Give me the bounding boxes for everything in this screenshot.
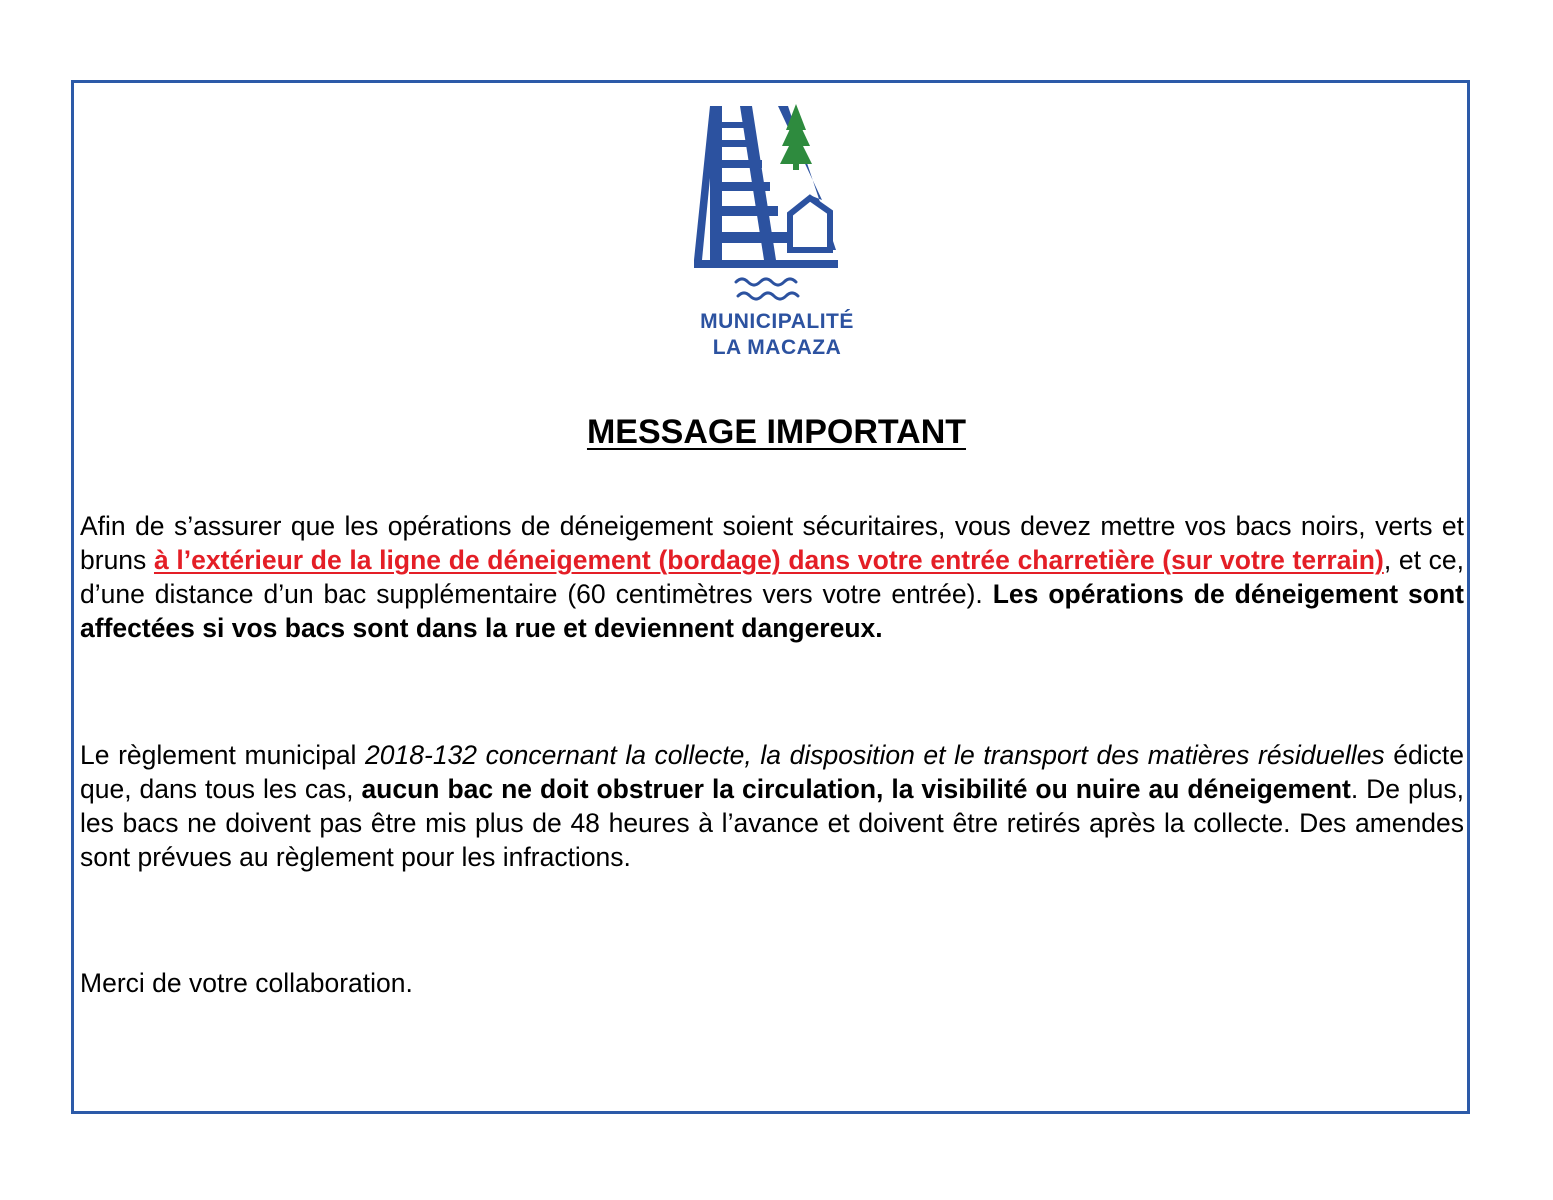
paragraph2-intro: Le règlement municipal	[80, 740, 366, 770]
closing-text: Merci de votre collaboration.	[80, 968, 413, 998]
document-title	[0, 408, 1553, 456]
paragraph-regulation	[80, 738, 1464, 874]
paragraph2-regulation-title: 2018-132 concernant la collecte, la disposition et le transport des matières résiduelles	[365, 740, 1385, 770]
logo-emblem-icon	[672, 100, 882, 305]
paragraph1-highlight: à l’extérieur de la ligne de déneigement (bordage) dans votre entrée charretière (sur votre terrain)	[153, 545, 1384, 575]
paragraph1-intro: Afin de s’assurer que les opérations de déneigement soient sécuritaires, vous devez mettre vos bacs noirs, verts et bruns	[80, 511, 1464, 575]
logo-text-municipality: MUNICIPALITÉ	[700, 310, 854, 333]
logo-text-name: LA MACAZA	[712, 336, 842, 359]
paragraph-instructions	[80, 509, 1464, 645]
paragraph1-bold: Les opérations de déneigement sont affectées si vos bacs sont dans la rue et deviennent dangereux.	[80, 579, 1464, 643]
municipality-logo	[672, 100, 882, 368]
paragraph2-end: . De plus, les bacs ne doivent pas être mis plus de 48 heures à l’avance et doivent être retirés après la collecte. Des amendes sont prévues au règlement pour les infractions.	[80, 774, 1464, 872]
paragraph1-middle: , et ce, d’une distance d’un bac supplémentaire (60 centimètres vers votre entrée).	[80, 545, 1465, 609]
paragraph2-middle: édicte que, dans tous les cas,	[80, 740, 1464, 804]
document-title-text: MESSAGE IMPORTANT	[586, 413, 967, 451]
paragraph2-bold: aucun bac ne doit obstruer la circulation, la visibilité ou nuire au déneigement	[361, 774, 1351, 804]
